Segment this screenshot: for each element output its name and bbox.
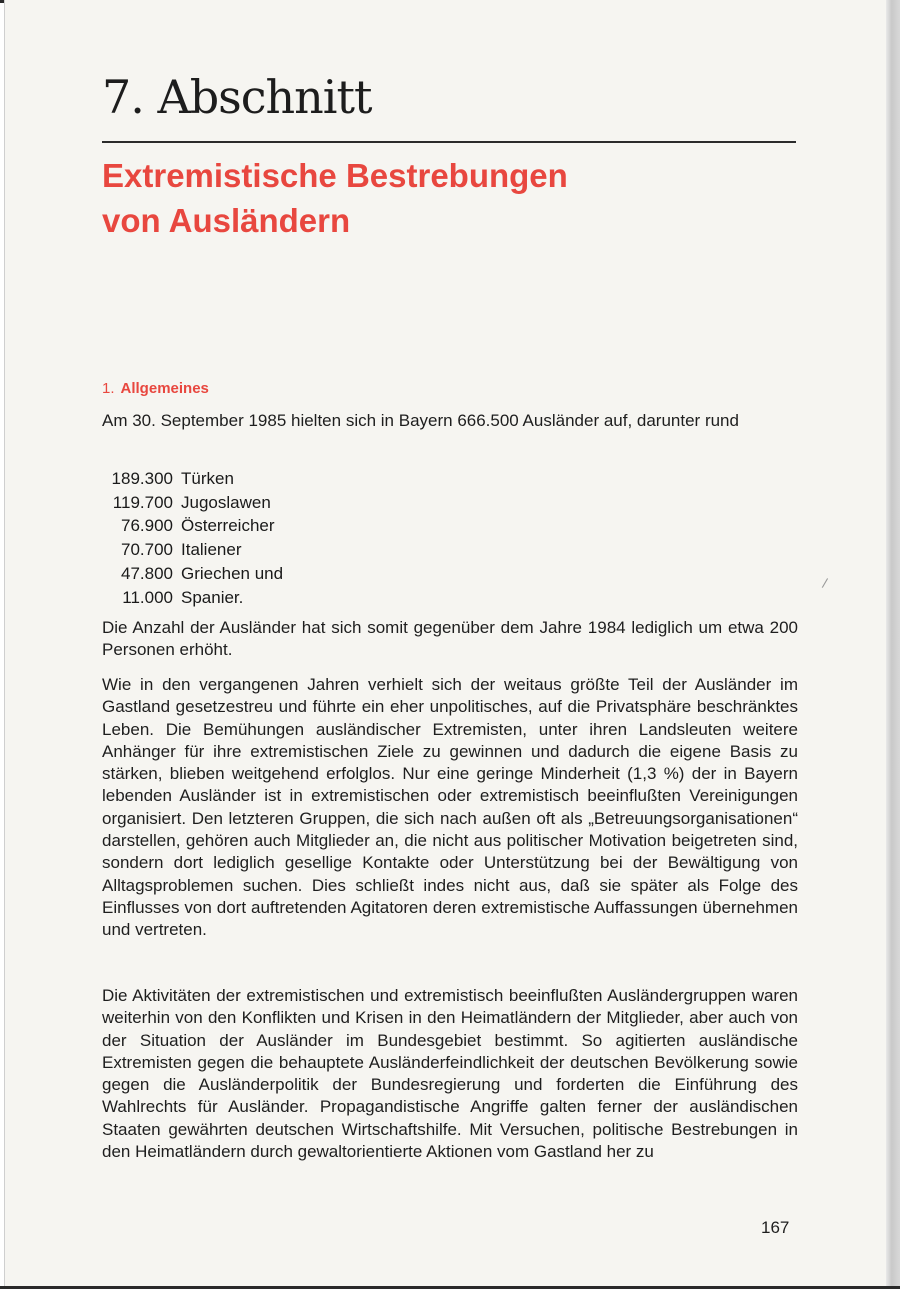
nationality-count: 11.000 <box>122 587 173 607</box>
chapter-divider <box>102 141 796 143</box>
nationality-list <box>102 467 283 609</box>
list-item <box>102 491 283 515</box>
body-paragraph-3: Die Aktivitäten der extremistischen und extremistisch beeinflußten Ausländergruppen waren weiterhin von den Konflikten und Krisen in den Heimatländern der Mitglieder, aber auch von der Situation der Ausländer im Bundesgebiet bestimmt. So agitierten ausländische Extremisten gegen die behauptete Ausländerfeindlichkeit der deutschen Bevölkerung sowie gegen die Ausländerpolitik der Bundesregierung und forderten die Einführung des Wahlrechts für Ausländer. Propagandistische Angriffe galten ferner der ausländischen Staaten gewährten deutschen Wirtschaftshilfe. Mit Versuchen, politische Bestrebungen in den Heimatländern durch gewaltorientierte Aktionen vom Gastland her zu <box>102 986 798 1162</box>
page-edge-shadow <box>886 0 900 1289</box>
list-item <box>102 586 283 610</box>
nationality-count: 119.700 <box>112 492 173 512</box>
section-title: Allgemeines <box>120 380 209 397</box>
page-number: 167 <box>761 1218 790 1237</box>
intro-paragraph: Am 30. September 1985 hielten sich in Bayern 666.500 Ausländer auf, darunter rund <box>102 411 739 430</box>
list-item <box>102 562 283 586</box>
section-heading <box>102 380 209 397</box>
nationality-count: 47.800 <box>121 563 173 583</box>
chapter-subtitle-line-2: von Ausländern <box>102 202 351 239</box>
nationality-count: 70.700 <box>121 540 173 560</box>
chapter-subtitle-line-1: Extremistische Bestrebungen <box>102 157 568 194</box>
list-item <box>102 467 283 491</box>
chapter-subtitle <box>102 153 568 243</box>
nationality-label: Spanier. <box>181 587 244 607</box>
list-item <box>102 538 283 562</box>
nationality-count: 189.300 <box>111 469 173 488</box>
nationality-label: Italiener <box>181 540 242 560</box>
nationality-label: Jugoslawen <box>181 492 271 512</box>
list-item <box>102 514 283 538</box>
stray-pen-mark: / <box>820 574 829 592</box>
document-page <box>4 0 887 1286</box>
chapter-title: 7. Abschnitt <box>102 70 372 124</box>
nationality-label: Österreicher <box>181 516 275 536</box>
nationality-label: Türken <box>181 469 234 488</box>
nationality-count: 76.900 <box>121 516 173 536</box>
body-paragraph-1: Die Anzahl der Ausländer hat sich somit gegenüber dem Jahre 1984 lediglich um etwa 200 Personen erhöht. <box>102 618 798 660</box>
body-paragraph-2: Wie in den vergangenen Jahren verhielt sich der weitaus größte Teil der Ausländer im Gastland gesetzestreu und führte ein eher unpolitisches, auf die Privatsphäre beschränktes Leben. Die Bemühungen ausländischer Extremisten, unter ihren Landsleuten weitere Anhänger für ihre extremistischen Ziele zu gewinnen und dadurch die eigene Basis zu stärken, blieben weitgehend erfolglos. Nur eine geringe Minderheit (1,3 %) der in Bayern lebenden Ausländer ist in extremistischen oder extremistisch beeinflußten Vereinigungen organisiert. Den letzteren Gruppen, die sich nach außen oft als „Betreuungsorganisationen“ darstellen, gehören auch Mitglieder an, die nicht aus politischer Motivation beigetreten sind, sondern dort lediglich gesellige Kontakte oder Unterstützung bei der Bewältigung von Alltagsproblemen suchen. Dies schließt indes nicht aus, daß sie später als Folge des Einflusses von dort auftretenden Agitatoren deren extremistische Auffassungen übernehmen und vertreten. <box>102 675 798 940</box>
section-number: 1. <box>102 380 115 397</box>
nationality-label: Griechen und <box>181 563 284 583</box>
